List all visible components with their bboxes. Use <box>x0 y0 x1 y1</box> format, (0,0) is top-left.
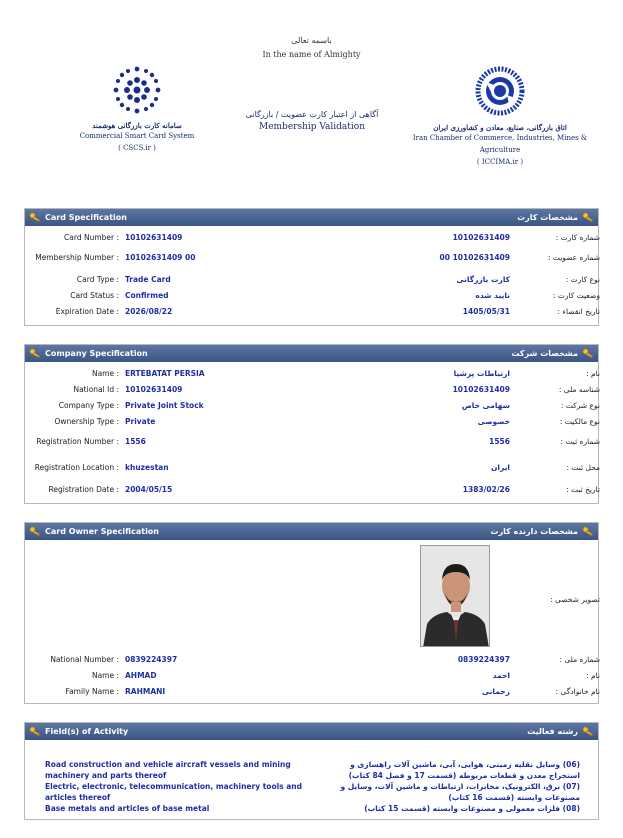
value-en: Private <box>125 417 156 426</box>
label-en: Registration Number : <box>36 437 119 446</box>
key-icon <box>582 212 594 223</box>
value-en: Confirmed <box>125 291 169 300</box>
page-title <box>222 110 402 132</box>
label-en: Registration Date : <box>48 485 119 494</box>
label-fa: نام : <box>586 369 600 378</box>
label-en: Card Number : <box>64 233 119 242</box>
activity-line: machinery and parts thereof <box>45 771 167 780</box>
iccima-logo-block <box>410 62 590 168</box>
section-title-en: Field(s) of Activity <box>45 727 129 736</box>
key-icon <box>582 348 594 359</box>
label-en: Card Type : <box>76 275 119 284</box>
activity-line: مصنوعات وابسته (قسمت 16 کتاب) <box>448 793 580 802</box>
activity-line: (07) برق، الکترونیک، مخابرات، ارتباطات و ماشین آلات، وسایل و <box>340 782 580 791</box>
photo-label: تصویر شخصی : <box>550 595 600 604</box>
section-title-fa: مشخصات دارنده کارت <box>490 527 578 536</box>
value-fa: ارتباطات پرشیا <box>453 369 510 378</box>
value-fa: رحمانی <box>482 687 510 696</box>
card-specification-section <box>24 208 599 326</box>
section-title-fa: رشته فعالیت <box>527 727 578 736</box>
value-fa: 10102631409 <box>452 385 510 394</box>
activity-line: (06) وسایل نقلیه زمینی، هوایی، آبی، ماشین آلات راهسازی و <box>350 760 580 769</box>
bismillah-en: In the name of Almighty <box>262 50 361 59</box>
card-owner-specification-section <box>24 522 599 704</box>
value-en: ERTEBATAT PERSIA <box>125 369 205 378</box>
label-en: Name : <box>91 369 119 378</box>
label-en: Card Status : <box>70 291 119 300</box>
label-fa: شناسه ملی : <box>558 385 600 394</box>
label-fa: نوع مالکیت : <box>559 417 600 426</box>
value-fa: 1405/05/31 <box>462 307 510 316</box>
activity-line: (08) فلزات معمولی و مصنوعات وابسته (قسمت 15 کتاب) <box>364 804 580 813</box>
section-title-fa: مشخصات شرکت <box>511 349 578 358</box>
label-fa: شماره کارت : <box>555 233 600 242</box>
value-en: 2004/05/15 <box>125 485 173 494</box>
value-fa: ایران <box>490 463 510 472</box>
label-fa: تاریخ انقضاء : <box>557 307 600 316</box>
activity-line: Electric, electronic, telecommunication, machinery tools and <box>45 782 303 791</box>
activity-line: Road construction and vehicle aircraft vessels and mining <box>45 760 291 769</box>
label-en: Ownership Type : <box>54 417 119 426</box>
value-en: 10102631409 <box>125 385 183 394</box>
label-fa: نام : <box>586 671 600 680</box>
label-en: National Number : <box>50 655 119 664</box>
value-fa: 1383/02/26 <box>462 485 510 494</box>
value-en: AHMAD <box>125 671 157 680</box>
value-fa: 1556 <box>489 437 510 446</box>
value-en: Private Joint Stock <box>125 401 204 410</box>
label-en: Registration Location : <box>34 463 119 472</box>
fields-of-activity-section <box>24 722 599 820</box>
iccima-name-fa: اتاق بازرگانی، صنایع، معادن و کشاورزی ایران <box>433 123 567 132</box>
iccima-name-en-2: Agriculture <box>479 146 521 154</box>
activity-line: articles thereof <box>45 793 111 802</box>
cscs-logo-icon <box>109 62 165 118</box>
value-en: RAHMANI <box>125 687 166 696</box>
value-en: 0839224397 <box>125 655 178 664</box>
value-fa: احمد <box>492 671 510 680</box>
value-en: khuzestan <box>125 463 169 472</box>
activity-list-en <box>45 759 315 814</box>
label-en: Family Name : <box>65 687 119 696</box>
key-icon <box>29 726 41 737</box>
label-fa: نوع کارت : <box>565 275 600 284</box>
company-specification-section <box>24 344 599 504</box>
label-en: Name : <box>91 671 119 680</box>
value-fa: 0839224397 <box>457 655 510 664</box>
section-title-en: Card Specification <box>45 213 127 222</box>
section-header <box>25 523 598 540</box>
activity-list-fa <box>325 759 580 814</box>
section-title-en: Card Owner Specification <box>45 527 159 536</box>
page-title-fa: آگاهی از اعتبار کارت عضویت / بازرگانی <box>245 110 379 119</box>
person-portrait-icon <box>421 546 490 647</box>
value-fa: تایید شده <box>475 291 510 300</box>
value-fa: 10102631409 00 <box>439 253 510 262</box>
section-title-fa: مشخصات کارت <box>517 213 578 222</box>
iccima-globe-icon <box>471 62 529 120</box>
key-icon <box>29 348 41 359</box>
page-title-en: Membership Validation <box>258 122 365 132</box>
label-en: Expiration Date : <box>55 307 119 316</box>
value-en: 10102631409 <box>125 233 183 242</box>
activity-line: Base metals and articles of base metal <box>45 804 210 813</box>
activity-line: استخراج معدن و قطعات مربوطه (قسمت 17 و فصل 84 کتاب) <box>348 771 580 780</box>
iccima-domain: ( ICCIMA.ir ) <box>476 158 524 166</box>
bismillah-fa: باسمه تعالی <box>291 36 332 45</box>
section-header <box>25 209 598 226</box>
label-fa: شماره عضویت : <box>547 253 600 262</box>
cscs-name-fa: سامانه کارت بازرگانی هوشمند <box>92 121 182 130</box>
label-en: National Id : <box>73 385 119 394</box>
key-icon <box>582 526 594 537</box>
cscs-name-en: Commercial Smart Card System <box>79 132 195 140</box>
label-fa: محل ثبت : <box>566 463 600 472</box>
value-en: 2026/08/22 <box>125 307 173 316</box>
label-fa: تاریخ ثبت : <box>566 485 600 494</box>
label-fa: وضعیت کارت : <box>552 291 600 300</box>
label-en: Company Type : <box>58 401 119 410</box>
value-en: 1556 <box>125 437 146 446</box>
section-header <box>25 345 598 362</box>
key-icon <box>582 726 594 737</box>
iccima-name-en-1: Iran Chamber of Commerce, Industries, Mines & <box>412 134 588 142</box>
value-en: 10102631409 00 <box>125 253 196 262</box>
section-header <box>25 723 598 740</box>
label-en: Membership Number : <box>35 253 119 262</box>
key-icon <box>29 526 41 537</box>
label-fa: شماره ثبت : <box>560 437 600 446</box>
section-title-en: Company Specification <box>45 349 148 358</box>
value-fa: کارت بازرگانی <box>456 275 510 284</box>
value-en: Trade Card <box>125 275 171 284</box>
label-fa: نوع شرکت : <box>560 401 600 410</box>
document-header <box>0 0 623 200</box>
value-fa: سهامی خاص <box>461 401 510 410</box>
value-fa: 10102631409 <box>452 233 510 242</box>
value-fa: خصوصی <box>477 417 510 426</box>
label-fa: نام خانوادگی : <box>555 687 600 696</box>
owner-photo <box>420 545 490 647</box>
key-icon <box>29 212 41 223</box>
cscs-logo-block <box>72 62 202 154</box>
cscs-domain: ( CSCS.ir ) <box>118 144 156 152</box>
label-fa: شماره ملی : <box>559 655 600 664</box>
